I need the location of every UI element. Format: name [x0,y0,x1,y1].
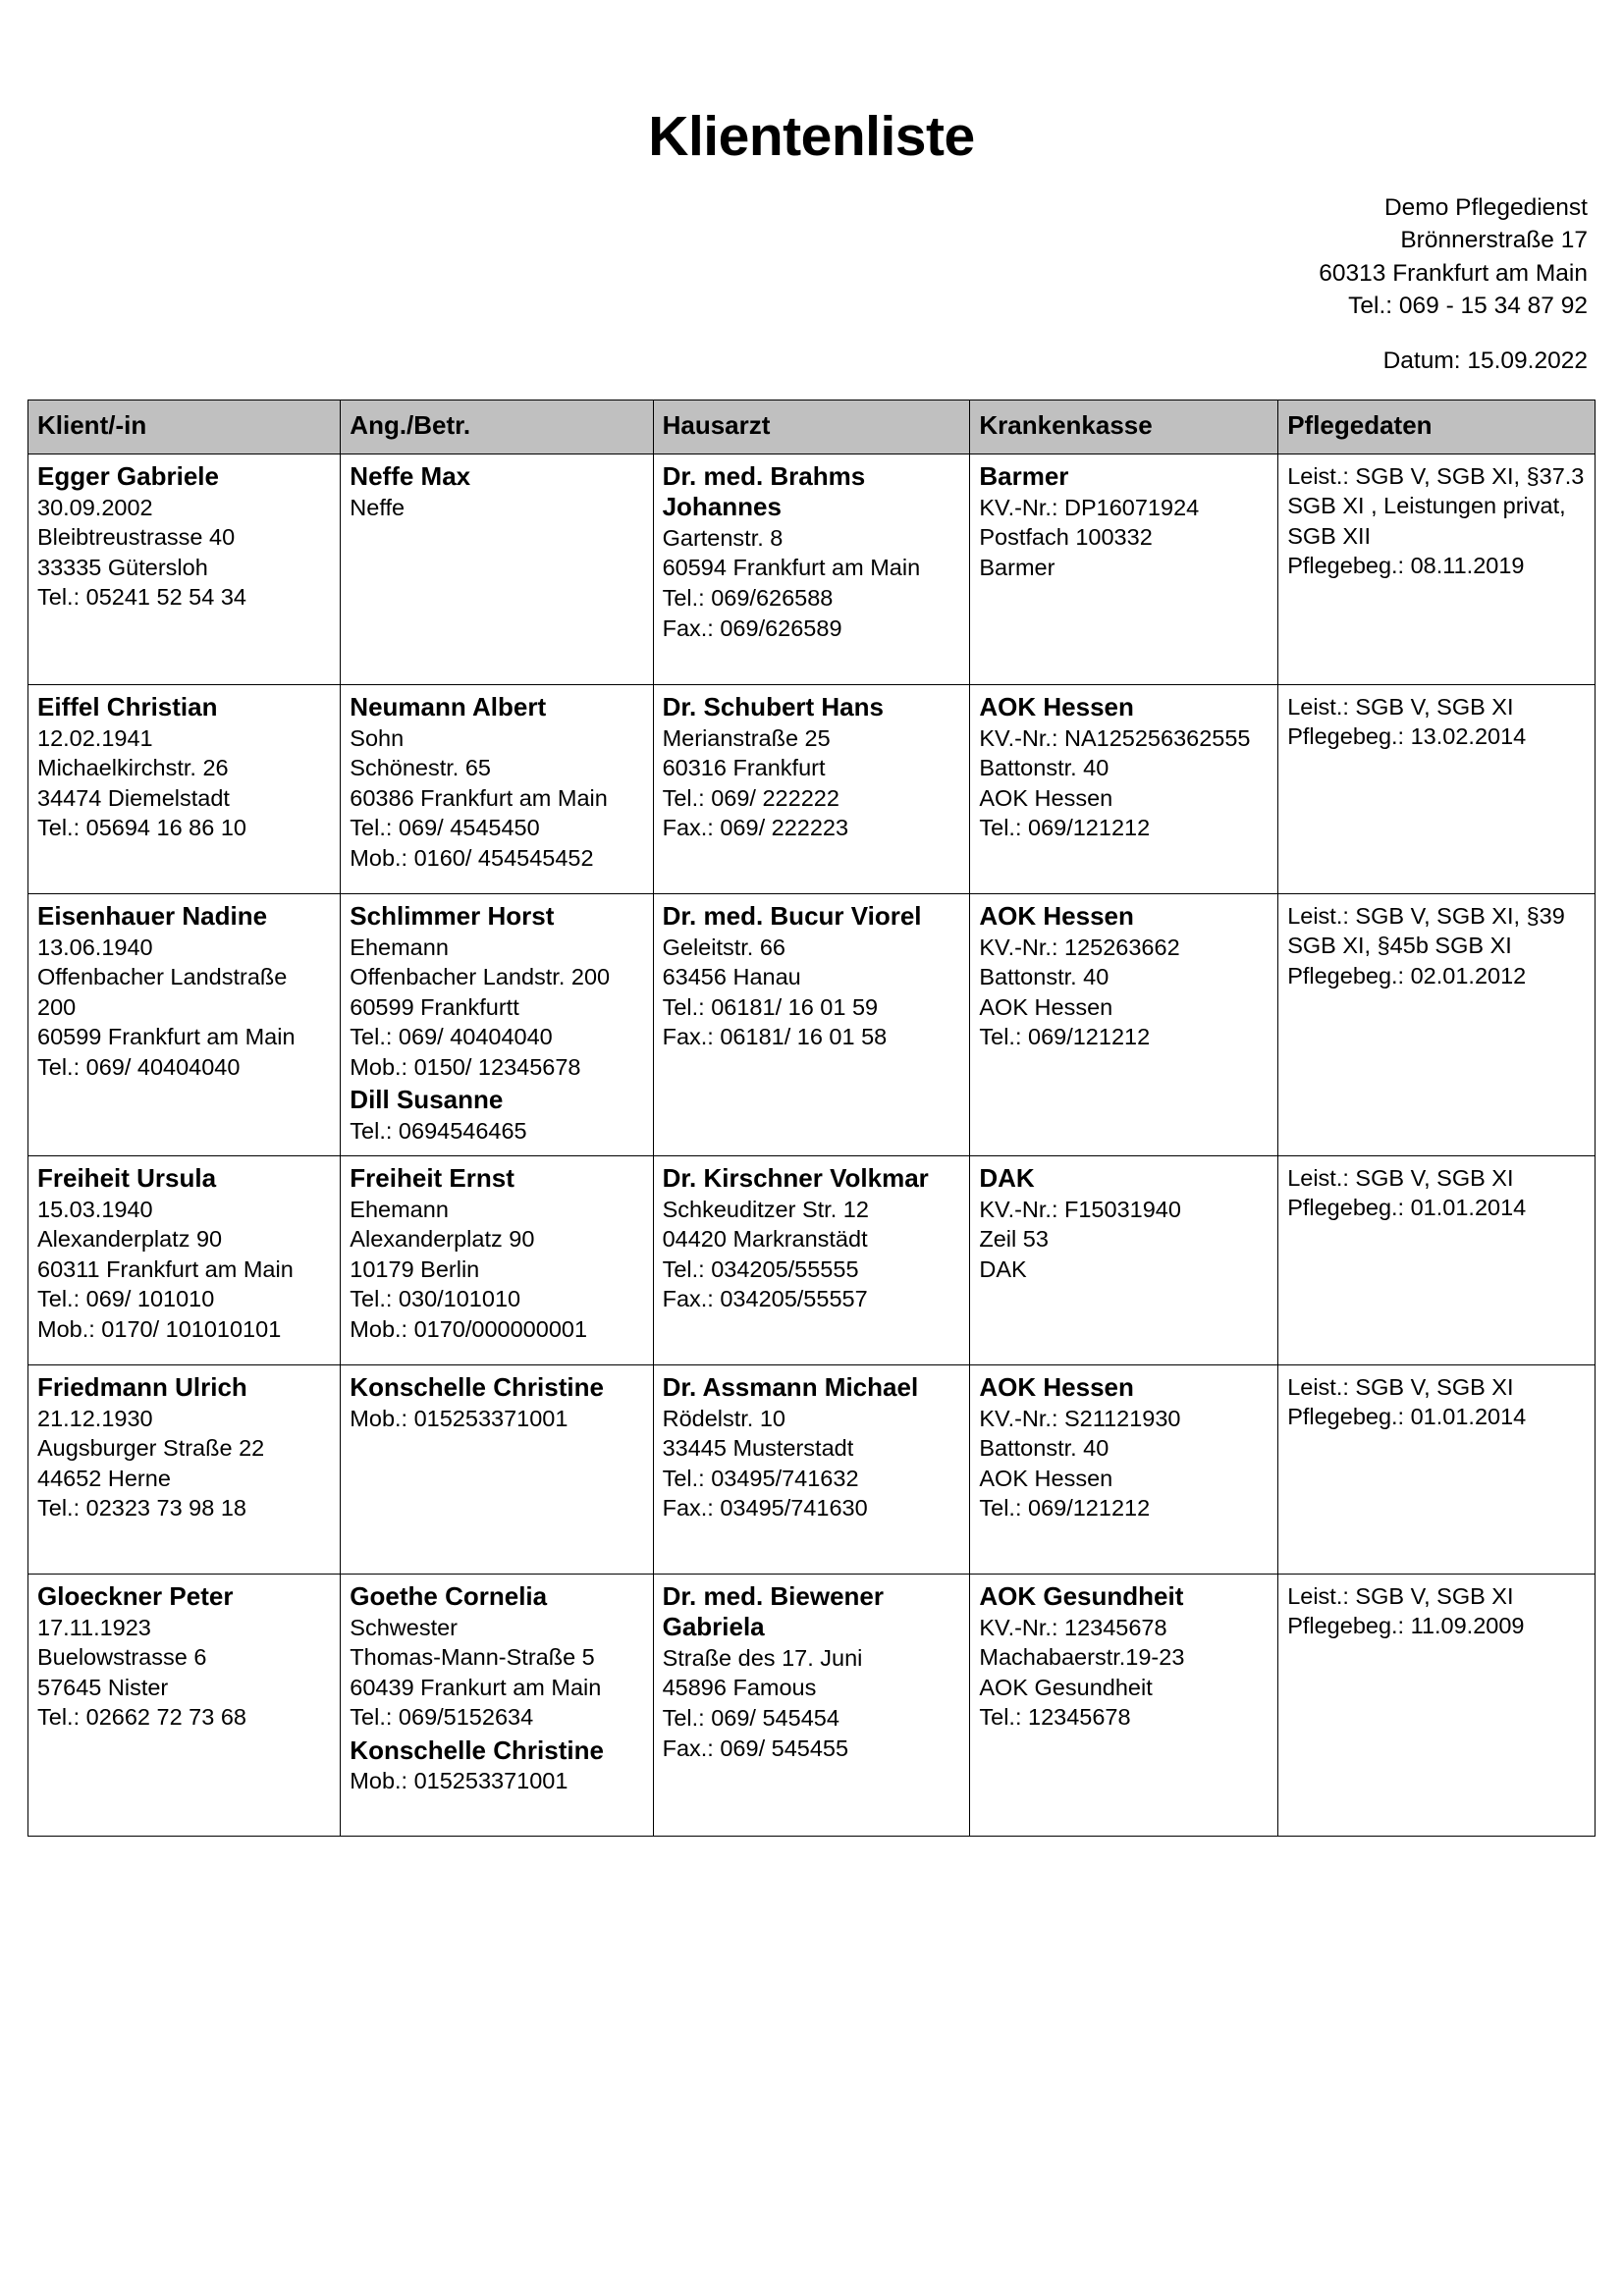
insurance-cell-line: Machabaerstr.19-23 [979,1644,1185,1671]
relative-cell-line: Tel.: 069/5152634 [350,1704,534,1731]
care-data-cell [1278,893,1596,1155]
table-row [28,1364,1596,1574]
doctor-cell-line: Straße des 17. Juni [662,1644,863,1671]
client-cell-line: Tel.: 069/ 40404040 [37,1053,241,1080]
client-cell-line: Bleibtreustrasse 40 [37,524,236,551]
doctor-cell [653,893,970,1155]
column-header-angehoeriger: Ang./Betr. [341,400,653,454]
relative-cell [341,1155,653,1364]
relative-cell-line: Schönestr. 65 [350,755,492,781]
insurance-cell-line: Zeil 53 [979,1226,1049,1253]
doctor-cell [653,1574,970,1836]
column-header-krankenkasse: Krankenkasse [970,400,1278,454]
document-date: Datum: 15.09.2022 [1382,347,1588,374]
insurance-cell-line: DAK [979,1255,1027,1282]
relative-cell-line: Mob.: 015253371001 [350,1405,568,1431]
relative-cell-title: Goethe Cornelia [350,1580,548,1611]
care-data-line: Leist.: SGB V, SGB XI, §37.3 SGB XI , Leistungen privat, SGB XII [1287,462,1585,549]
insurance-cell-line: Battonstr. 40 [979,964,1109,990]
column-header-klient: Klient/-in [28,400,341,454]
doctor-cell-line: Tel.: 034205/55555 [662,1255,859,1282]
doctor-cell-line: 60594 Frankfurt am Main [662,555,921,581]
client-cell-title: Eiffel Christian [37,691,218,721]
client-cell-title: Friedmann Ulrich [37,1371,247,1402]
organization-block [27,191,1596,378]
insurance-cell-title: AOK Hessen [979,691,1134,721]
relative-cell-secondary-title: Konschelle Christine [350,1735,604,1765]
relative-cell-title: Neumann Albert [350,691,547,721]
relative-cell-line: Tel.: 069/ 40404040 [350,1024,553,1050]
doctor-cell-line: 33445 Musterstadt [662,1435,854,1462]
relative-cell-secondary-line: Tel.: 0694546465 [350,1117,527,1144]
doctor-cell-line: 60316 Frankfurt [662,755,826,781]
insurance-cell-title: DAK [979,1162,1035,1193]
care-data-line: Leist.: SGB V, SGB XI [1287,1164,1514,1191]
insurance-cell-line: AOK Hessen [979,1465,1113,1491]
relative-cell-line: Mob.: 0170/000000001 [350,1315,588,1342]
insurance-cell-line: Battonstr. 40 [979,755,1109,781]
relative-cell-secondary-line: Mob.: 015253371001 [350,1768,568,1794]
relative-cell [341,454,653,684]
client-table [27,400,1596,1837]
org-name: Demo Pflegedienst [1383,193,1588,221]
client-cell [28,1155,341,1364]
doctor-cell-title: Dr. Assmann Michael [662,1371,919,1402]
care-data-line: Leist.: SGB V, SGB XI [1287,693,1514,720]
doctor-cell-line: Tel.: 069/ 222222 [662,784,839,811]
relative-cell [341,1574,653,1836]
care-data-line: Leist.: SGB V, SGB XI [1287,1373,1514,1400]
client-cell-line: Offenbacher Landstraße 200 [37,964,288,1020]
doctor-cell-line: 04420 Markranstädt [662,1226,868,1253]
table-row [28,1155,1596,1364]
relative-cell-line: Neffe [350,494,406,520]
doctor-cell [653,1364,970,1574]
relative-cell-title: Schlimmer Horst [350,900,555,931]
relative-cell [341,1364,653,1574]
relative-cell-line: Sohn [350,724,405,751]
doctor-cell-line: Fax.: 03495/741630 [662,1495,868,1522]
client-cell-line: Alexanderplatz 90 [37,1226,223,1253]
client-cell-line: 44652 Herne [37,1465,171,1491]
relative-cell-secondary-title: Dill Susanne [350,1085,504,1115]
doctor-cell-line: Tel.: 069/626588 [662,584,834,611]
doctor-cell-line: Schkeuditzer Str. 12 [662,1196,869,1222]
client-cell-line: 60599 Frankfurt am Main [37,1024,296,1050]
relative-cell-line: 60439 Frankurt am Main [350,1674,602,1700]
doctor-cell-line: Tel.: 069/ 545454 [662,1704,839,1731]
insurance-cell [970,893,1278,1155]
column-header-pflegedaten: Pflegedaten [1278,400,1596,454]
page-title: Klientenliste [648,105,975,168]
care-data-cell [1278,1364,1596,1574]
relative-cell [341,684,653,893]
doctor-cell-line: Merianstraße 25 [662,724,831,751]
insurance-cell-line: KV.-Nr.: F15031940 [979,1196,1181,1222]
care-data-line: Leist.: SGB V, SGB XI [1287,1582,1514,1609]
relative-cell-line: 10179 Berlin [350,1255,480,1282]
care-data-line: Pflegebeg.: 02.01.2012 [1287,962,1527,988]
relative-cell-line: Thomas-Mann-Straße 5 [350,1644,595,1671]
doctor-cell-line: Fax.: 06181/ 16 01 58 [662,1024,888,1050]
insurance-cell-title: AOK Hessen [979,900,1134,931]
client-cell-line: Tel.: 02323 73 98 18 [37,1495,246,1522]
insurance-cell-line: Tel.: 069/121212 [979,1024,1151,1050]
client-cell-line: Mob.: 0170/ 101010101 [37,1315,282,1342]
relative-cell-line: 60599 Frankfurtt [350,993,519,1020]
insurance-cell [970,684,1278,893]
insurance-cell-line: KV.-Nr.: DP16071924 [979,494,1200,520]
care-data-line: Pflegebeg.: 01.01.2014 [1287,1404,1527,1430]
insurance-cell-line: AOK Gesundheit [979,1674,1153,1700]
relative-cell-line: Ehemann [350,934,449,960]
client-cell-line: 15.03.1940 [37,1196,153,1222]
client-cell-line: 17.11.1923 [37,1614,151,1640]
client-cell-line: Tel.: 069/ 101010 [37,1286,215,1312]
relative-cell-title: Neffe Max [350,460,471,491]
relative-cell-line: Mob.: 0150/ 12345678 [350,1053,581,1080]
client-cell-line: 30.09.2002 [37,494,153,520]
client-cell-title: Gloeckner Peter [37,1580,234,1611]
table-row [28,454,1596,684]
doctor-cell [653,454,970,684]
insurance-cell-line: Postfach 100332 [979,524,1153,551]
insurance-cell-line: KV.-Nr.: S21121930 [979,1405,1181,1431]
client-cell [28,893,341,1155]
care-data-cell [1278,454,1596,684]
doctor-cell-line: Fax.: 069/ 222223 [662,815,849,841]
insurance-cell-line: Tel.: 12345678 [979,1704,1131,1731]
column-header-hausarzt: Hausarzt [653,400,970,454]
insurance-cell-line: AOK Hessen [979,993,1113,1020]
care-data-cell [1278,684,1596,893]
relative-cell-line: Ehemann [350,1196,449,1222]
client-cell [28,1574,341,1836]
client-cell-title: Freiheit Ursula [37,1162,217,1193]
doctor-cell-line: Gartenstr. 8 [662,524,784,551]
doctor-cell-line: Tel.: 03495/741632 [662,1465,859,1491]
insurance-cell-line: AOK Hessen [979,784,1113,811]
insurance-cell-line: Tel.: 069/121212 [979,1495,1151,1522]
relative-cell-line: Offenbacher Landstr. 200 [350,964,611,990]
client-cell-title: Egger Gabriele [37,460,219,491]
insurance-cell-title: AOK Hessen [979,1371,1134,1402]
doctor-cell [653,684,970,893]
care-data-cell [1278,1574,1596,1836]
org-city: 60313 Frankfurt am Main [1319,259,1588,287]
insurance-cell-line: Barmer [979,554,1055,580]
doctor-cell-title: Dr. med. Bucur Viorel [662,900,922,931]
client-cell-line: 33335 Gütersloh [37,554,208,580]
relative-cell-line: Tel.: 069/ 4545450 [350,815,540,841]
client-cell-title: Eisenhauer Nadine [37,900,268,931]
client-cell-line: Augsburger Straße 22 [37,1435,265,1462]
care-data-line: Pflegebeg.: 01.01.2014 [1287,1195,1527,1221]
client-cell [28,454,341,684]
client-cell-line: Tel.: 02662 72 73 68 [37,1704,246,1731]
doctor-cell-title: Dr. Kirschner Volkmar [662,1162,929,1193]
org-street: Brönnerstraße 17 [1400,227,1588,254]
care-data-line: Leist.: SGB V, SGB XI, §39 SGB XI, §45b SGB XI [1287,902,1565,959]
care-data-line: Pflegebeg.: 11.09.2009 [1287,1613,1525,1639]
client-cell-line: Buelowstrasse 6 [37,1644,207,1671]
doctor-cell-title: Dr. med. Biewener Gabriela [662,1580,885,1641]
insurance-cell-line: KV.-Nr.: NA125256362555 [979,724,1251,751]
insurance-cell-line: KV.-Nr.: 12345678 [979,1614,1167,1640]
care-data-cell [1278,1155,1596,1364]
client-cell-line: Tel.: 05241 52 54 34 [37,584,246,611]
insurance-cell [970,454,1278,684]
insurance-cell-title: AOK Gesundheit [979,1580,1184,1611]
doctor-cell-title: Dr. med. Brahms Johannes [662,460,866,521]
table-row [28,893,1596,1155]
doctor-cell-line: Rödelstr. 10 [662,1405,785,1431]
doctor-cell-line: Geleitstr. 66 [662,934,785,960]
doctor-cell-line: Fax.: 034205/55557 [662,1286,868,1312]
insurance-cell [970,1364,1278,1574]
table-row [28,1574,1596,1836]
client-cell [28,684,341,893]
care-data-line: Pflegebeg.: 08.11.2019 [1287,553,1525,579]
relative-cell-line: Mob.: 0160/ 454545452 [350,844,594,871]
client-cell-line: Tel.: 05694 16 86 10 [37,815,246,841]
client-cell-line: 21.12.1930 [37,1405,153,1431]
doctor-cell-line: 63456 Hanau [662,964,801,990]
relative-cell-line: Alexanderplatz 90 [350,1226,535,1253]
client-cell-line: 13.06.1940 [37,934,153,960]
relative-cell-title: Freiheit Ernst [350,1162,514,1193]
insurance-cell-title: Barmer [979,460,1069,491]
care-data-line: Pflegebeg.: 13.02.2014 [1287,723,1527,750]
doctor-cell [653,1155,970,1364]
relative-cell [341,893,653,1155]
doctor-cell-line: 45896 Famous [662,1675,817,1701]
client-cell-line: 34474 Diemelstadt [37,784,230,811]
doctor-cell-line: Fax.: 069/626589 [662,614,842,641]
doctor-cell-title: Dr. Schubert Hans [662,691,884,721]
client-cell-line: 57645 Nister [37,1674,169,1700]
relative-cell-line: Tel.: 030/101010 [350,1286,521,1312]
doctor-cell-line: Fax.: 069/ 545455 [662,1735,849,1761]
insurance-cell [970,1155,1278,1364]
table-body [28,454,1596,1836]
doctor-cell-line: Tel.: 06181/ 16 01 59 [662,993,879,1020]
insurance-cell-line: Battonstr. 40 [979,1435,1109,1462]
insurance-cell [970,1574,1278,1836]
table-row [28,684,1596,893]
relative-cell-title: Konschelle Christine [350,1371,604,1402]
insurance-cell-line: Tel.: 069/121212 [979,815,1151,841]
relative-cell-line: Schwester [350,1614,459,1640]
table-header-row [28,400,1596,454]
client-cell-line: 60311 Frankfurt am Main [37,1255,294,1282]
org-phone: Tel.: 069 - 15 34 87 92 [1348,293,1588,320]
client-cell [28,1364,341,1574]
client-cell-line: 12.02.1941 [37,724,153,751]
insurance-cell-line: KV.-Nr.: 125263662 [979,934,1180,960]
relative-cell-line: 60386 Frankfurt am Main [350,784,608,811]
client-cell-line: Michaelkirchstr. 26 [37,755,229,781]
